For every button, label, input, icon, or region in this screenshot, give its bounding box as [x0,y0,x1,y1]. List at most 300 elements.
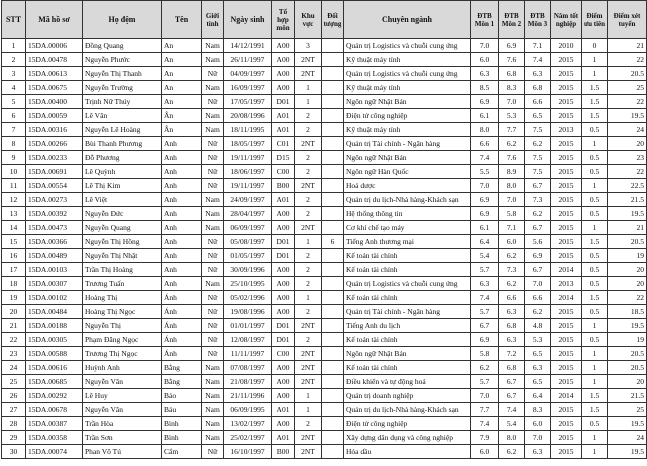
table-body [2,39,647,459]
cell-to-hop: A01 [272,431,295,445]
cell-diem-uu-tien: 1.5 [582,109,608,123]
cell-to-hop: A00 [272,39,295,53]
cell-stt: 28 [2,417,26,431]
cell-diem-xet-tuyen: 19.5 [608,207,647,221]
cell-gioi-tinh: Nam [202,193,224,207]
cell-ma-ho-so: 15DA.00316 [26,123,83,137]
cell-ho-dem: Trần Sơn [83,431,162,445]
cell-ho-dem: Nguyễn Thị Hồng [83,235,162,249]
cell-gioi-tinh: Nam [202,403,224,417]
cell-ngay-sinh: 05/02/1996 [224,291,272,305]
cell-ma-ho-so: 15DA.00473 [26,221,83,235]
cell-doi-tuong [322,305,344,319]
cell-chuyen-nganh: Kỹ thuật máy tính [344,81,471,95]
cell-ho-dem: Đồng Quang [83,39,162,53]
cell-to-hop: B00 [272,179,295,193]
cell-ma-ho-so: 15DA.00478 [26,53,83,67]
cell-khu-vuc: 2NT [295,361,322,375]
cell-chuyen-nganh: Quản trị doanh nghiệp [344,389,471,403]
cell-dtb-mon-3: 6.5 [525,347,551,361]
cell-khu-vuc: 1 [295,235,322,249]
cell-ho-dem: Nguyễn Quang [83,221,162,235]
cell-ho-dem: Trương Thị Ngọc [83,347,162,361]
cell-khu-vuc: 1 [295,291,322,305]
cell-stt: 3 [2,67,26,81]
cell-chuyen-nganh: Điều khiển và tự động hoá [344,375,471,389]
cell-ma-ho-so: 15DA.00484 [26,305,83,319]
cell-diem-uu-tien: 1.5 [582,81,608,95]
cell-ngay-sinh: 01/05/1997 [224,249,272,263]
cell-ngay-sinh: 19/11/1997 [224,151,272,165]
cell-khu-vuc: 2NT [295,53,322,67]
cell-dtb-mon-2: 6.9 [499,39,525,53]
cell-ten: Báu [162,403,202,417]
cell-ten: Anh [162,221,202,235]
cell-chuyen-nganh: Kế toán tài chính [344,333,471,347]
cell-khu-vuc: 2 [295,165,322,179]
cell-dtb-mon-2: 8.0 [499,179,525,193]
cell-ngay-sinh: 07/08/1997 [224,361,272,375]
cell-ho-dem: Nguyễn Văn [83,375,162,389]
cell-dtb-mon-1: 5.8 [471,347,499,361]
cell-gioi-tinh: Nam [202,361,224,375]
cell-chuyen-nganh: Kế toán tài chính [344,263,471,277]
cell-ho-dem: Hoàng Thị Ngọc [83,305,162,319]
header-to-hop: Tổ hợp môn [272,1,295,39]
cell-ngay-sinh: 13/02/1997 [224,417,272,431]
cell-ngay-sinh: 16/10/1997 [224,445,272,459]
cell-dtb-mon-3: 7.5 [525,151,551,165]
cell-dtb-mon-3: 6.8 [525,81,551,95]
cell-ma-ho-so: 15DA.00387 [26,417,83,431]
cell-chuyen-nganh: Ngôn ngữ Nhật Bản [344,95,471,109]
cell-doi-tuong [322,179,344,193]
cell-dtb-mon-2: 5.4 [499,417,525,431]
cell-diem-uu-tien: 1 [582,375,608,389]
cell-doi-tuong [322,123,344,137]
cell-diem-xet-tuyen: 19.5 [608,319,647,333]
cell-doi-tuong [322,445,344,459]
cell-diem-xet-tuyen: 25 [608,403,647,417]
cell-dtb-mon-1: 6.9 [471,95,499,109]
cell-dtb-mon-2: 7.6 [499,53,525,67]
cell-chuyen-nganh: Quản trị Tài chính - Ngân hàng [344,305,471,319]
cell-diem-uu-tien: 1.5 [582,389,608,403]
cell-diem-uu-tien: 0.5 [582,207,608,221]
cell-ten: Bình [162,431,202,445]
table-row [2,291,647,305]
cell-doi-tuong [322,193,344,207]
cell-gioi-tinh: Nữ [202,263,224,277]
cell-gioi-tinh: Nam [202,221,224,235]
cell-ngay-sinh: 21/08/1997 [224,375,272,389]
cell-gioi-tinh: Nam [202,431,224,445]
cell-diem-xet-tuyen: 20 [608,263,647,277]
cell-to-hop: A00 [272,221,295,235]
header-diem-uu-tien: Điểm ưu tiên [582,1,608,39]
cell-ho-dem: Trương Tuấn [83,277,162,291]
cell-dtb-mon-1: 6.6 [471,137,499,151]
cell-diem-uu-tien: 1.5 [582,235,608,249]
table-row [2,207,647,221]
cell-stt: 23 [2,347,26,361]
cell-doi-tuong [322,151,344,165]
cell-diem-uu-tien: 1.5 [582,403,608,417]
cell-dtb-mon-2: 7.0 [499,95,525,109]
cell-ten: Anh [162,151,202,165]
cell-khu-vuc: 2 [295,333,322,347]
cell-dtb-mon-3: 6.6 [525,95,551,109]
cell-dtb-mon-2: 6.2 [499,137,525,151]
cell-nam-tot-nghiep: 2015 [551,305,582,319]
cell-ho-dem: Nguyễn Trường [83,81,162,95]
cell-ma-ho-so: 15DA.00400 [26,95,83,109]
cell-stt: 22 [2,333,26,347]
cell-ma-ho-so: 15DA.00691 [26,165,83,179]
cell-diem-xet-tuyen: 20.5 [608,347,647,361]
cell-gioi-tinh: Nữ [202,305,224,319]
cell-ho-dem: Bùi Thanh Phương [83,137,162,151]
cell-stt: 6 [2,109,26,123]
cell-chuyen-nganh: Quản trị du lịch-Nhà hàng-Khách sạn [344,403,471,417]
table-row [2,445,647,459]
cell-to-hop: A01 [272,193,295,207]
cell-diem-uu-tien: 1 [582,221,608,235]
cell-dtb-mon-3: 6.7 [525,179,551,193]
cell-ten: Ân [162,109,202,123]
cell-chuyen-nganh: Ngôn ngữ Hàn Quốc [344,165,471,179]
cell-diem-xet-tuyen: 22 [608,53,647,67]
table-row [2,319,647,333]
cell-doi-tuong [322,81,344,95]
cell-khu-vuc: 2NT [295,431,322,445]
cell-chuyen-nganh: Hoá dược [344,179,471,193]
cell-chuyen-nganh: Kế toán tài chính [344,291,471,305]
cell-dtb-mon-1: 8.0 [471,123,499,137]
header-ma-ho-so: Mã hồ sơ [26,1,83,39]
cell-ngay-sinh: 01/01/1997 [224,319,272,333]
cell-ngay-sinh: 30/09/1996 [224,263,272,277]
cell-stt: 19 [2,291,26,305]
cell-dtb-mon-2: 6.3 [499,305,525,319]
cell-ho-dem: Lê Quỳnh [83,165,162,179]
cell-ma-ho-so: 15DA.00188 [26,319,83,333]
cell-stt: 21 [2,319,26,333]
cell-dtb-mon-2: 6.3 [499,333,525,347]
cell-to-hop: A00 [272,291,295,305]
cell-dtb-mon-2: 7.7 [499,123,525,137]
cell-to-hop: A00 [272,305,295,319]
cell-ten: Bằng [162,361,202,375]
cell-dtb-mon-2: 8.3 [499,81,525,95]
header-ho-dem: Họ đệm [83,1,162,39]
cell-dtb-mon-1: 7.0 [471,389,499,403]
cell-ten: Bảo [162,389,202,403]
cell-dtb-mon-1: 6.3 [471,67,499,81]
cell-dtb-mon-2: 7.1 [499,221,525,235]
cell-diem-uu-tien: 1 [582,445,608,459]
cell-stt: 5 [2,95,26,109]
cell-dtb-mon-3: 6.6 [525,291,551,305]
cell-dtb-mon-1: 7.0 [471,179,499,193]
cell-dtb-mon-1: 7.9 [471,431,499,445]
cell-stt: 26 [2,389,26,403]
cell-stt: 16 [2,249,26,263]
cell-to-hop: A00 [272,67,295,81]
cell-chuyen-nganh: Tiếng Anh du lịch [344,319,471,333]
table-row [2,95,647,109]
cell-khu-vuc: 1 [295,95,322,109]
cell-stt: 8 [2,137,26,151]
cell-ma-ho-so: 15DA.00266 [26,137,83,151]
cell-dtb-mon-2: 8.0 [499,431,525,445]
cell-ho-dem: Huỳnh Anh [83,361,162,375]
cell-to-hop: B00 [272,445,295,459]
cell-nam-tot-nghiep: 2015 [551,53,582,67]
cell-diem-uu-tien: 0.5 [582,193,608,207]
cell-ten: Anh [162,263,202,277]
cell-ho-dem: Lê Thị Kim [83,179,162,193]
cell-stt: 4 [2,81,26,95]
cell-stt: 29 [2,431,26,445]
admissions-table [1,0,647,459]
cell-stt: 25 [2,375,26,389]
cell-ten: An [162,53,202,67]
cell-diem-xet-tuyen: 19 [608,249,647,263]
table-row [2,361,647,375]
cell-doi-tuong [322,39,344,53]
cell-khu-vuc: 2 [295,263,322,277]
cell-diem-xet-tuyen: 21 [608,39,647,53]
cell-ngay-sinh: 18/06/1997 [224,165,272,179]
cell-dtb-mon-2: 6.7 [499,375,525,389]
cell-ho-dem: Phan Võ Tú [83,445,162,459]
cell-dtb-mon-2: 6.6 [499,291,525,305]
cell-khu-vuc: 2NT [295,319,322,333]
cell-dtb-mon-1: 7.4 [471,291,499,305]
cell-nam-tot-nghiep: 2015 [551,333,582,347]
cell-ma-ho-so: 15DA.00059 [26,109,83,123]
header-doi-tuong: Đối tượng [322,1,344,39]
cell-ngay-sinh: 16/09/1997 [224,81,272,95]
cell-dtb-mon-2: 7.3 [499,263,525,277]
table-row [2,137,647,151]
cell-doi-tuong [322,67,344,81]
cell-diem-xet-tuyen: 22 [608,95,647,109]
cell-ho-dem: Lê Việt [83,193,162,207]
cell-ten: Ánh [162,347,202,361]
cell-to-hop: C00 [272,165,295,179]
cell-diem-uu-tien: 0.5 [582,249,608,263]
cell-diem-uu-tien: 0.5 [582,305,608,319]
cell-dtb-mon-1: 5.7 [471,375,499,389]
cell-ma-ho-so: 15DA.00613 [26,67,83,81]
cell-chuyen-nganh: Điện tử công nghiệp [344,109,471,123]
table-row [2,53,647,67]
cell-stt: 12 [2,193,26,207]
cell-diem-uu-tien: 1 [582,53,608,67]
cell-dtb-mon-1: 8.5 [471,81,499,95]
cell-khu-vuc: 1 [295,403,322,417]
cell-stt: 10 [2,165,26,179]
cell-stt: 9 [2,151,26,165]
table-row [2,39,647,53]
table-row [2,333,647,347]
cell-stt: 11 [2,179,26,193]
cell-ngay-sinh: 04/09/1997 [224,67,272,81]
cell-dtb-mon-3: 6.7 [525,263,551,277]
cell-dtb-mon-2: 6.2 [499,445,525,459]
cell-ten: Anh [162,249,202,263]
cell-khu-vuc: 2NT [295,445,322,459]
cell-gioi-tinh: Nữ [202,319,224,333]
cell-chuyen-nganh: Xây dựng dân dụng và công nghiệp [344,431,471,445]
cell-nam-tot-nghiep: 2015 [551,109,582,123]
cell-to-hop: D01 [272,249,295,263]
cell-ngay-sinh: 25/02/1997 [224,431,272,445]
cell-ten: Cẩm [162,445,202,459]
cell-diem-xet-tuyen: 24 [608,431,647,445]
header-ngay-sinh: Ngày sinh [224,1,272,39]
header-nam-tot-nghiep: Năm tốt nghiệp [551,1,582,39]
cell-nam-tot-nghiep: 2015 [551,165,582,179]
cell-dtb-mon-2: 7.4 [499,403,525,417]
cell-ma-ho-so: 15DA.00358 [26,431,83,445]
cell-ma-ho-so: 15DA.00074 [26,445,83,459]
cell-diem-uu-tien: 1 [582,319,608,333]
cell-chuyen-nganh: Quản trị Logistics và chuỗi cung ứng [344,67,471,81]
cell-dtb-mon-3: 6.2 [525,207,551,221]
cell-ma-ho-so: 15DA.00103 [26,263,83,277]
header-dtb-mon-1: ĐTB Môn 1 [471,1,499,39]
cell-dtb-mon-2: 6.2 [499,277,525,291]
table-row [2,109,647,123]
cell-gioi-tinh: Nữ [202,249,224,263]
cell-dtb-mon-1: 7.0 [471,39,499,53]
cell-ten: Bằng [162,375,202,389]
cell-gioi-tinh: Nữ [202,347,224,361]
cell-nam-tot-nghiep: 2015 [551,361,582,375]
cell-diem-xet-tuyen: 21.5 [608,389,647,403]
cell-stt: 17 [2,263,26,277]
cell-ten: Anh [162,235,202,249]
cell-dtb-mon-2: 6.7 [499,389,525,403]
cell-dtb-mon-3: 6.5 [525,375,551,389]
cell-diem-xet-tuyen: 24 [608,123,647,137]
cell-ten: Bình [162,417,202,431]
cell-nam-tot-nghiep: 2015 [551,403,582,417]
cell-ma-ho-so: 15DA.00588 [26,347,83,361]
cell-to-hop: A00 [272,417,295,431]
cell-dtb-mon-1: 6.3 [471,277,499,291]
header-dtb-mon-2: ĐTB Môn 2 [499,1,525,39]
cell-diem-uu-tien: 0.5 [582,165,608,179]
cell-doi-tuong [322,333,344,347]
cell-chuyen-nganh: Tiếng Anh thương mại [344,235,471,249]
cell-ho-dem: Trịnh Nữ Thúy [83,95,162,109]
cell-diem-uu-tien: 1.5 [582,291,608,305]
cell-khu-vuc: 2NT [295,347,322,361]
cell-ngay-sinh: 25/10/1995 [224,277,272,291]
cell-dtb-mon-2: 6.0 [499,235,525,249]
cell-doi-tuong [322,165,344,179]
cell-stt: 7 [2,123,26,137]
cell-diem-uu-tien: 1 [582,137,608,151]
cell-chuyen-nganh: Ngôn ngữ Nhật Bản [344,151,471,165]
header-dtb-mon-3: ĐTB Môn 3 [525,1,551,39]
cell-chuyen-nganh: Kế toán tài chính [344,361,471,375]
cell-gioi-tinh: Nam [202,39,224,53]
cell-stt: 30 [2,445,26,459]
cell-to-hop: A00 [272,361,295,375]
cell-dtb-mon-1: 6.9 [471,207,499,221]
cell-dtb-mon-3: 5.6 [525,235,551,249]
cell-diem-xet-tuyen: 19.5 [608,445,647,459]
cell-ten: An [162,95,202,109]
cell-diem-uu-tien: 1.5 [582,95,608,109]
cell-ma-ho-so: 15DA.00305 [26,333,83,347]
cell-ma-ho-so: 15DA.00366 [26,235,83,249]
cell-diem-xet-tuyen: 18.5 [608,305,647,319]
cell-diem-uu-tien: 1 [582,179,608,193]
table-row [2,165,647,179]
cell-ma-ho-so: 15DA.00489 [26,249,83,263]
cell-ngay-sinh: 17/05/1997 [224,95,272,109]
table-row [2,235,647,249]
table-row [2,431,647,445]
cell-diem-uu-tien: 0.5 [582,123,608,137]
cell-ten: Anh [162,179,202,193]
cell-dtb-mon-2: 7.6 [499,151,525,165]
cell-diem-xet-tuyen: 21.5 [608,193,647,207]
cell-dtb-mon-3: 7.1 [525,39,551,53]
cell-chuyen-nganh: Kỹ thuật máy tính [344,53,471,67]
cell-to-hop: D15 [272,151,295,165]
cell-dtb-mon-1: 5.5 [471,165,499,179]
cell-ngay-sinh: 20/08/1996 [224,109,272,123]
cell-gioi-tinh: Nam [202,123,224,137]
cell-khu-vuc: 2 [295,305,322,319]
cell-ma-ho-so: 15DA.00307 [26,277,83,291]
cell-ngay-sinh: 18/05/1997 [224,137,272,151]
cell-gioi-tinh: Nữ [202,445,224,459]
cell-diem-xet-tuyen: 22.5 [608,179,647,193]
cell-diem-xet-tuyen: 19.5 [608,417,647,431]
table-row [2,179,647,193]
cell-gioi-tinh: Nam [202,417,224,431]
cell-nam-tot-nghiep: 2015 [551,431,582,445]
cell-ho-dem: Trần Hòa [83,417,162,431]
cell-nam-tot-nghiep: 2015 [551,445,582,459]
cell-khu-vuc: 3 [295,39,322,53]
cell-dtb-mon-3: 6.7 [525,221,551,235]
cell-doi-tuong [322,347,344,361]
cell-to-hop: C00 [272,347,295,361]
cell-gioi-tinh: Nam [202,207,224,221]
header-khu-vuc: Khu vực [295,1,322,39]
cell-ma-ho-so: 15DA.00233 [26,151,83,165]
cell-dtb-mon-1: 5.7 [471,305,499,319]
cell-ngay-sinh: 18/11/1995 [224,123,272,137]
cell-ho-dem: Nguyễn Thị Nhật [83,249,162,263]
cell-khu-vuc: 2NT [295,221,322,235]
table-row [2,81,647,95]
cell-dtb-mon-3: 7.4 [525,53,551,67]
cell-khu-vuc: 2NT [295,375,322,389]
cell-stt: 20 [2,305,26,319]
cell-dtb-mon-2: 8.9 [499,165,525,179]
cell-diem-uu-tien: 0.5 [582,151,608,165]
